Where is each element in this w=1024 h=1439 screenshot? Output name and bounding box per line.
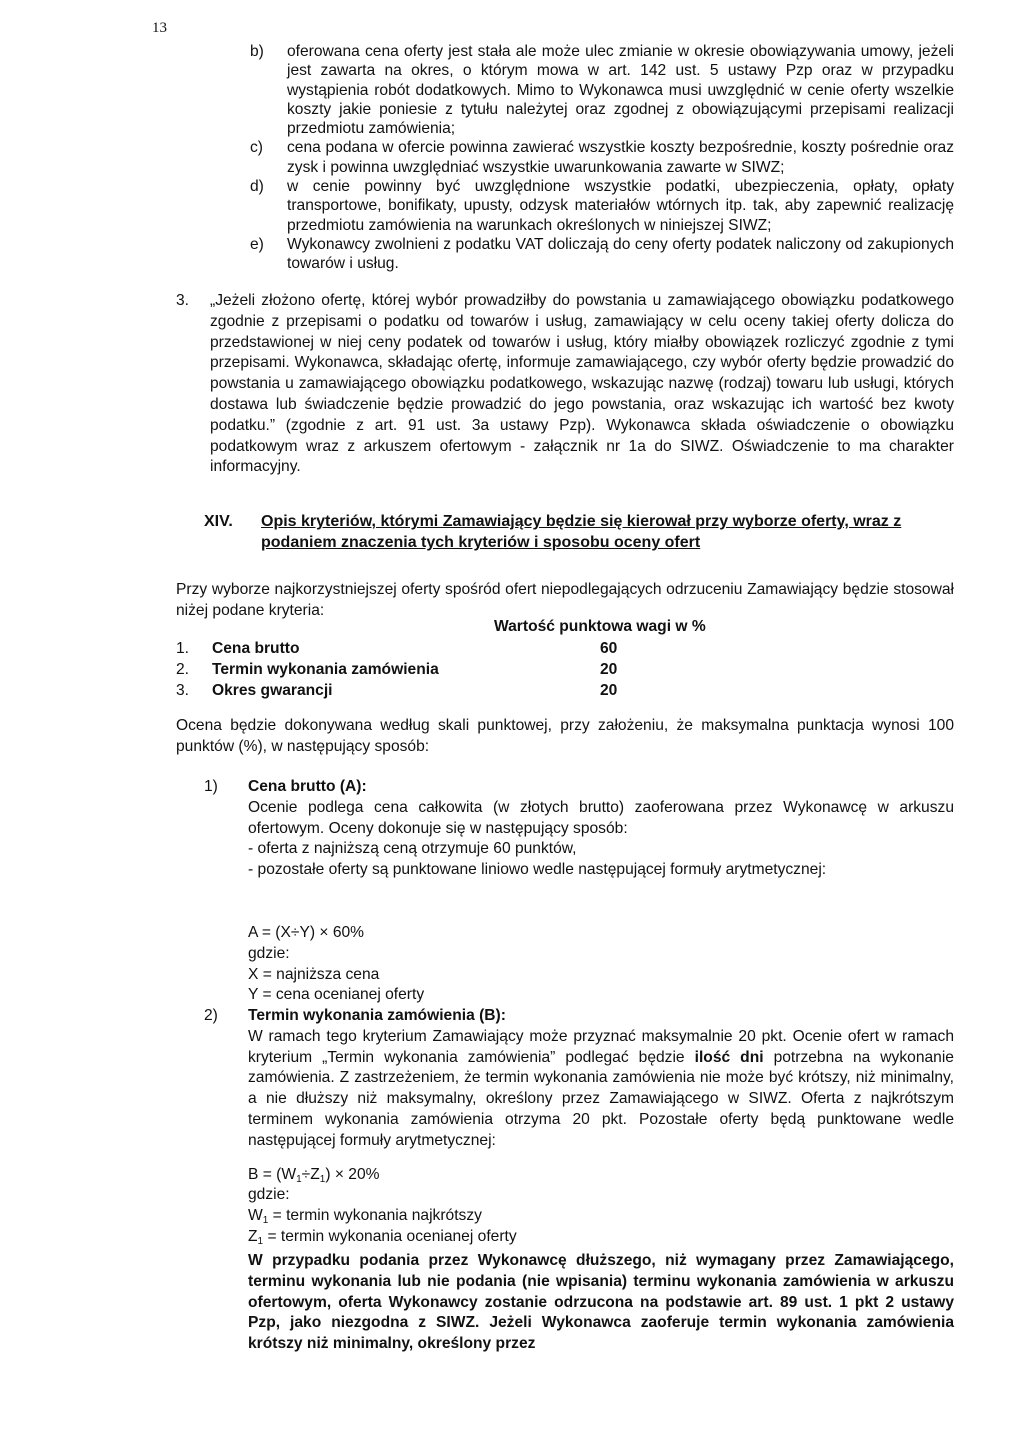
criterion-b-title: Termin wykonania zamówienia (B): [248,1007,506,1024]
list-key: c) [250,139,263,157]
subscript: 1 [262,1215,269,1227]
section-title: Opis kryteriów, którymi Zamawiający będzie się kierował przy wyborze oferty, wraz z podaniem znaczenia tych kryteriów i sposobu oceny ofert [261,513,902,551]
formula-b-z [248,1227,954,1248]
var-z: Z [248,1227,258,1245]
formula-b [248,1165,954,1186]
subscript: 1 [257,1235,264,1247]
price-rules-list [250,42,954,274]
criteria-value: 60 [600,640,618,657]
criteria-header: Wartość punktowa wagi w % [494,618,706,635]
var-w: W [248,1207,263,1225]
criterion-a-line: - oferta z najniższą ceną otrzymuje 60 punktów, [248,840,577,858]
criteria-label: Okres gwarancji [212,682,333,699]
criteria-intro: Przy wyborze najkorzystniejszej oferty spośród ofert niepodlegających odrzuceniu Zamawiający będzie stosował niżej podane kryteria: [176,581,954,619]
criteria-num: 2. [176,661,190,678]
list-text: oferowana cena oferty jest stała ale może ulec zmianie w okresie obowiązywania umowy, jeżeli jest zawarta na okres, o którym mowa w art. 142 ust. 5 ustawy Pzp oraz w przypadku wystąpienia robót dodatkowych. Mimo to Wykonawca musi uwzględnić w cenie oferty wszelkie koszty jakie poniesie z tytułu należytej oraz zgodnej z obowiązującymi przepisami realizacji przedmiotu zamówienia; [287,43,954,138]
scoring-intro: Ocena będzie dokonywana według skali punktowej, przy założeniu, że maksymalna punktacja wynosi 100 punktów (%), w następujący sposób: [176,717,954,755]
criterion-a-line: - pozostałe oferty są punktowane liniowo wedle następującej formuły arytmetycznej: [248,861,827,879]
criterion-b-text-1: W ramach tego kryterium Zamawiający może przyznać maksymalnie 20 pkt. Ocenie ofert w ramach kryterium „Termin wykonania zamówienia” podlegać będzie [248,1027,954,1066]
section-number: XIV. [204,513,233,530]
list-text: Wykonawcy zwolnieni z podatku VAT doliczają do ceny oferty podatek naliczony od zakupionych towarów i usług. [287,235,954,273]
rejection-paragraph: W przypadku podania przez Wykonawcę dłuższego, niż wymagany przez Zamawiającego, terminu wykonania lub nie podania (nie wpisania) terminu wykonania zamówienia w arkuszu ofertowym, oferta Wykonawcy zostanie odrzucona na podstawie art. 89 ust. 1 pkt 2 ustawy Pzp, jako niezgodna z SIWZ. Jeżeli Wykonawca zaoferuje termin wykonania zamówienia krótszy niż minimalny, określony przez [248,1252,954,1353]
formula-a: A = (X÷Y) × 60% [248,923,365,941]
criteria-label: Termin wykonania zamówienia [212,661,439,678]
criteria-label: Cena brutto [212,640,300,657]
formula-b-part: ÷Z [301,1165,320,1183]
subscript: 1 [296,1173,302,1185]
list-item-c [250,138,954,177]
list-text: cena podana w ofercie powinna zawierać wszystkie koszty bezpośrednie, koszty pośrednie oraz zysk i powinna uwzględniać wszystkie uwarunkowania zawarte w SIWZ; [287,139,954,176]
point-3-key: 3. [176,292,190,309]
criterion-a-text: Ocenie podlega cena całkowita (w złotych brutto) zaoferowana przez Wykonawcę w arkuszu ofertowym. Oceny dokonuje się w następujący sposób: [248,798,954,837]
list-key: b) [250,43,264,60]
list-text: w cenie powinny być uwzględnione wszystkie podatki, ubezpieczenia, opłaty, opłaty transportowe, bonifikaty, upusty, odzysk materiałów wtórnych itp. tak, aby zapewnić realizację przedmiotu zamówienia na warunkach określonych w niniejszej SIWZ; [287,178,954,234]
page-number: 13 [152,20,167,36]
formula-b-w [248,1206,954,1227]
point-3-text: „Jeżeli złożono ofertę, której wybór prowadziłby do powstania u zamawiającego obowiązku podatkowego zgodnie z przepisami o podatku od towarów i usług, zamawiający w celu oceny takiej oferty dolicza do przedstawionej w niej ceny podatek od towarów i usług, który miałby obowiązek rozliczyć zgodnie z tymi przepisami. Wykonawca, składając ofertę, informuje zamawiającego, czy wybór oferty będzie prowadzić do powstania u zamawiającego obowiązku podatkowego, wskazując nazwę (rodzaj) towaru lub usługi, których dostawa lub świadczenie będzie prowadzić do jego powstania, oraz wskazując ich wartość bez kwoty podatku.” (zgodnie z art. 91 ust. 3a ustawy Pzp). Wykonawca składa oświadczenie o obowiązku podatkowym wraz z arkuszem ofertowym - załącznik nr 1a do SIWZ. Oświadczenie to ma charakter informacyjny. [210,292,954,476]
list-item-b [250,42,954,138]
formula-a-where: gdzie: [248,944,290,962]
formula-b-where: gdzie: [248,1186,290,1204]
criteria-row [176,640,636,661]
formula-a-x: X = najniższa cena [248,965,380,983]
list-item-e [250,235,954,274]
list-key: e) [250,235,264,253]
criterion-b-text-2: potrzebna na wykonanie zamówienia. Z zastrzeżeniem, że termin wykonania zamówienia nie może być krótszy, niż minimalny, a nie dłuższy niż maksymalny, określony przez Zamawiającego w SIWZ. Oferta z najkrótszym terminem wykonania zamówienia otrzyma 20 pkt. Pozostałe oferty będą punktowane wedle następującej formuły arytmetycznej: [248,1048,954,1149]
criterion-b [204,1006,954,1248]
section-heading [204,511,964,553]
criteria-num: 1. [176,640,190,657]
criterion-a-key: 1) [204,778,218,795]
list-key: d) [250,178,264,196]
point-3 [176,291,954,478]
criteria-num: 3. [176,682,190,699]
var-w-def: = termin wykonania najkrótszy [272,1207,482,1225]
criteria-value: 20 [600,682,618,699]
criteria-row [176,661,636,682]
list-item-d [250,177,954,235]
criteria-value: 20 [600,661,618,678]
criterion-b-text [248,1027,954,1152]
criterion-b-bold: ilość dni [694,1048,764,1066]
formula-a-y: Y = cena ocenianej oferty [248,986,425,1004]
formula-b-part: B = (W [248,1165,297,1183]
subscript: 1 [319,1173,326,1185]
var-z-def: = termin wykonania ocenianej oferty [267,1227,517,1245]
criterion-a [204,777,954,1006]
criterion-b-key: 2) [204,1007,218,1024]
criteria-row [176,682,636,703]
criterion-a-title: Cena brutto (A): [248,778,367,795]
formula-b-part: ) × 20% [325,1165,380,1183]
